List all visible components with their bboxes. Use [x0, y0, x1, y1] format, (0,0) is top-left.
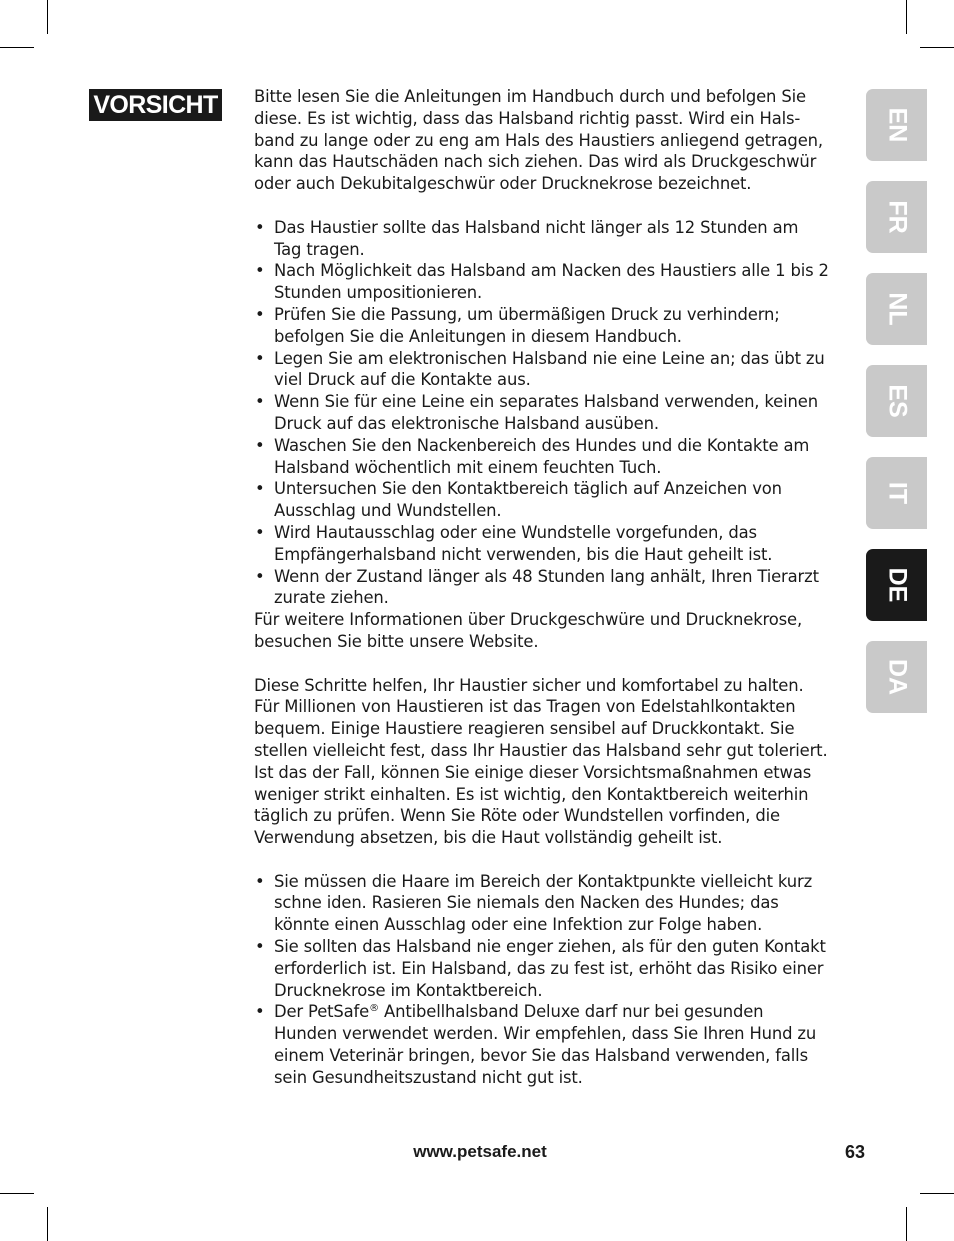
warning-label: VORSICHT [89, 89, 222, 121]
tab-label: IT [883, 481, 911, 505]
tab-label: FR [883, 200, 911, 234]
list-item: • Sie müssen die Haare im Bereich der Kontaktpunkte vielleicht kurz schne iden. Rasieren Sie niemals den Nacken des Hundes; das könnte einen Ausschlag oder eine Infektion zur Folge haben. [254, 871, 829, 936]
list-item: • Waschen Sie den Nackenbereich des Hundes und die Kontakte am Halsband wöchentlich mit einem feuchten Tuch. [254, 435, 829, 479]
care-instructions-list [254, 217, 829, 609]
intro-line: band zu lange oder zu eng am Hals des Haustiers anliegend getragen, [254, 130, 823, 150]
tab-en[interactable] [866, 89, 927, 161]
list-item: • Wenn Sie für eine Leine ein separates Halsband verwenden, keinen Druck auf das elektronische Halsband ausüben. [254, 391, 829, 435]
tab-fr[interactable] [866, 181, 927, 253]
list-item: • Untersuchen Sie den Kontaktbereich täglich auf Anzeichen von Ausschlag und Wundstellen. [254, 478, 829, 522]
crop-mark [906, 1207, 907, 1241]
crop-mark [47, 1207, 48, 1241]
intro-line: oder auch Dekubitalgeschwür oder Drucknekrose bezeichnet. [254, 174, 752, 194]
intro-line: kann das Hautschäden nach sich ziehen. Das wird als Druckgeschwür [254, 152, 817, 172]
intro-line: diese. Es ist wichtig, dass das Halsband richtig passt. Wird ein Hals- [254, 108, 801, 128]
tab-label: DA [883, 658, 911, 696]
crop-mark [920, 1193, 954, 1194]
middle-paragraph: Diese Schritte helfen, Ihr Haustier sicher und komfortabel zu halten. Für Millionen von Haustieren ist das Tragen von Edelstahlkontakten bequem. Einige Haustiere reagieren sensibel auf Druckkontakt. Sie stellen vielleicht fest, dass Ihr Haustier das Halsband sehr gut toleriert. Ist das der Fall, können Sie einige dieser Vorsichtsmaßnahmen etwas weniger strikt einhalten. Es ist wichtig, den Kontaktbereich weiterhin täglich zu prüfen. Wenn Sie Röte oder Wundstellen vorfinden, die Verwendung absetzen, bis die Haut vollständig geheilt ist. [254, 675, 828, 848]
list-item: • Nach Möglichkeit das Halsband am Nacken des Haustiers alle 1 bis 2 Stunden umpositionieren. [254, 260, 829, 304]
crop-mark [920, 47, 954, 48]
intro-line: Bitte lesen Sie die Anleitungen im Handbuch durch und befolgen Sie [254, 87, 806, 106]
tab-it[interactable] [866, 457, 927, 529]
page-number: 63 [844, 1142, 865, 1162]
more-info-paragraph: Für weitere Informationen über Druckgeschwüre und Drucknekrose, besuchen Sie bitte unsere Website. [254, 610, 803, 651]
crop-mark [0, 1193, 34, 1194]
list-item-text: Antibellhalsband Deluxe darf nur bei gesunden Hunden verwendet werden. Wir empfehlen, dass Sie Ihren Hund zu einem Veterinär bringen, bevor Sie das Halsband verwenden, falls sein Gesundheitszustand nicht gut ist. [274, 1002, 817, 1087]
additional-notes-list [254, 871, 829, 1089]
list-item [254, 1001, 829, 1088]
website-link[interactable]: www.petsafe.net [413, 1142, 547, 1161]
tab-label: EN [883, 107, 911, 143]
tab-label: ES [883, 384, 911, 418]
tab-es[interactable] [866, 365, 927, 437]
tab-da[interactable] [866, 641, 927, 713]
tab-label: NL [883, 292, 911, 326]
list-item-text: Der PetSafe [274, 1002, 370, 1022]
crop-mark [906, 0, 907, 34]
intro-paragraph [254, 86, 829, 195]
main-content [254, 86, 829, 1089]
registered-mark: ® [369, 1003, 379, 1015]
tab-nl[interactable] [866, 273, 927, 345]
crop-mark [47, 0, 48, 34]
tab-label: DE [883, 567, 911, 603]
crop-mark [0, 47, 34, 48]
list-item: • Wenn der Zustand länger als 48 Stunden lang anhält, Ihren Tierarzt zurate ziehen. [254, 566, 829, 610]
list-item: • Prüfen Sie die Passung, um übermäßigen Druck zu verhindern; befolgen Sie die Anleitungen in diesem Handbuch. [254, 304, 829, 348]
list-item: • Wird Hautausschlag oder eine Wundstelle vorgefunden, das Empfängerhalsband nicht verwenden, bis die Haut geheilt ist. [254, 522, 829, 566]
list-item: • Legen Sie am elektronischen Halsband nie eine Leine an; das übt zu viel Druck auf die Kontakte aus. [254, 348, 829, 392]
list-item: • Das Haustier sollte das Halsband nicht länger als 12 Stunden am Tag tragen. [254, 217, 829, 261]
tab-de[interactable] [866, 549, 927, 621]
list-item: • Sie sollten das Halsband nie enger ziehen, als für den guten Kontakt erforderlich ist. Ein Halsband, das zu fest ist, erhöht das Risiko einer Drucknekrose im Kontaktbereich. [254, 936, 829, 1001]
